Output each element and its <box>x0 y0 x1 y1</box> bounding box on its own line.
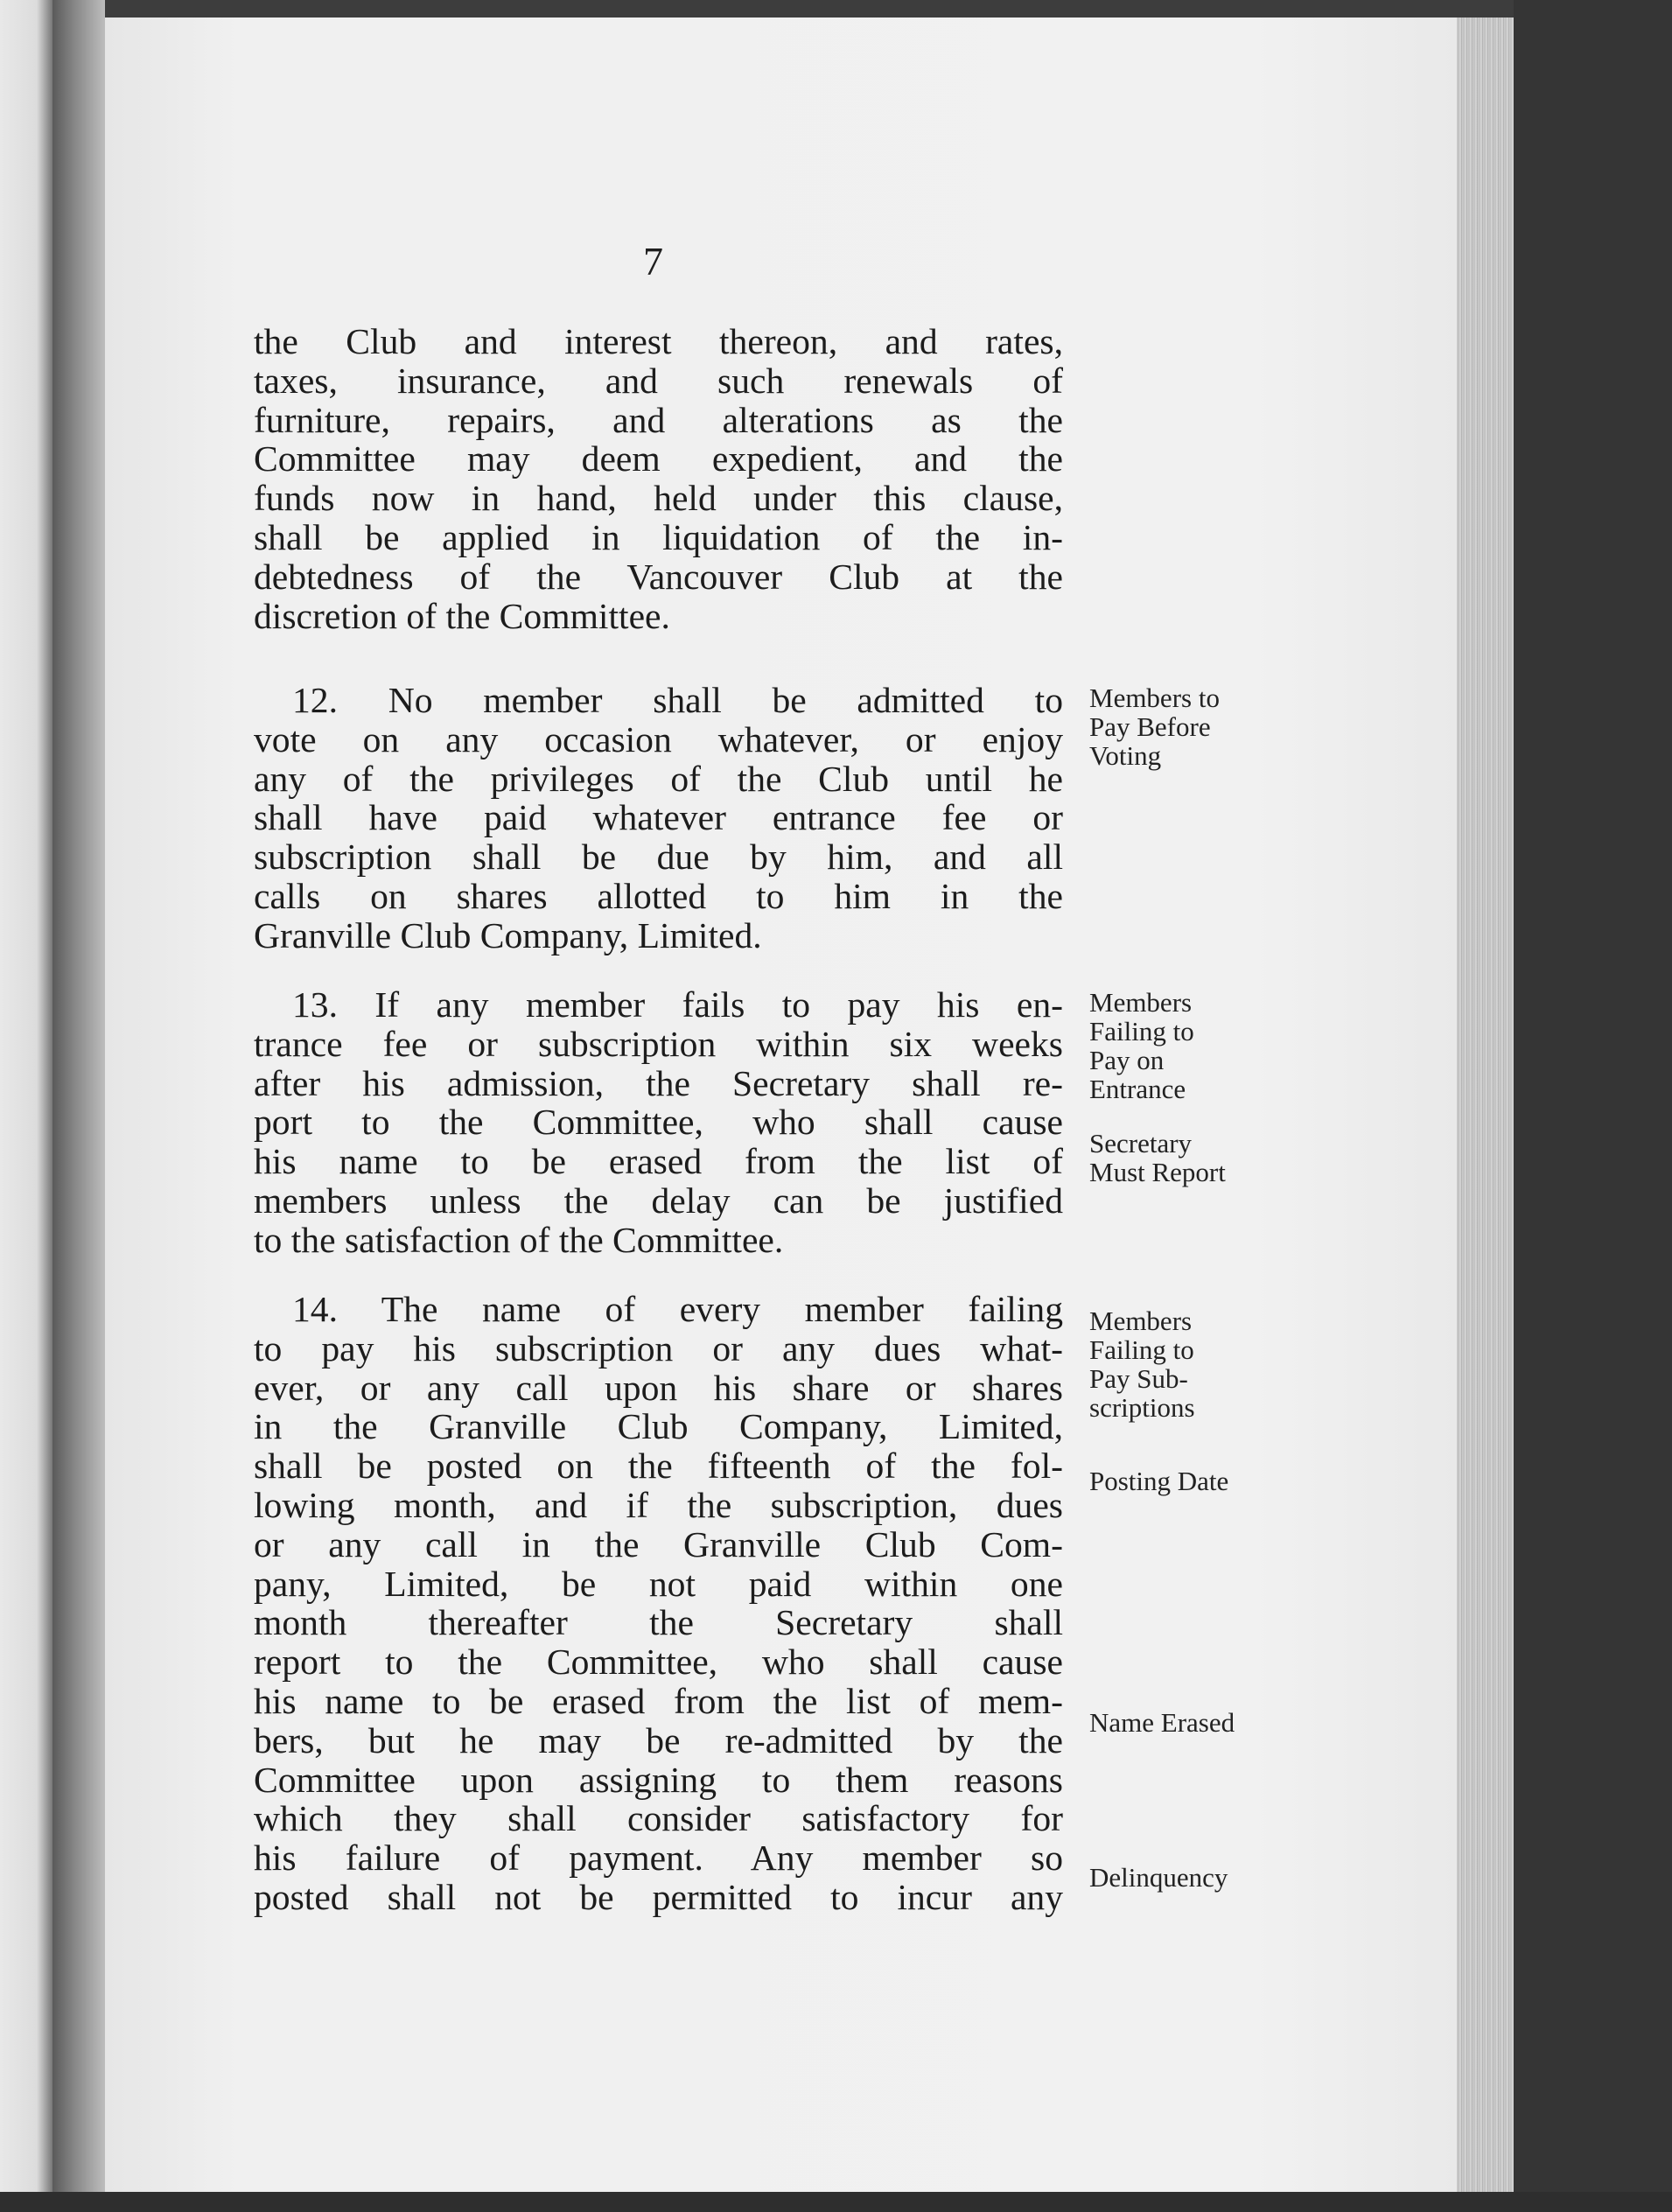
paragraph-13 <box>254 985 1063 1260</box>
text-line: discretion of the Committee. <box>254 595 670 636</box>
margin-note-line: Members <box>1089 1306 1193 1336</box>
text-line: pany, Limited, be not paid within one <box>254 1563 1063 1604</box>
text-line: funds now in hand, held under this clause, <box>254 478 1063 519</box>
text-line: his name to be erased from the list of <box>254 1141 1063 1182</box>
margin-note-name-erased <box>1089 1708 1235 1737</box>
text-line: bers, but he may be re-admitted by the <box>254 1719 1063 1760</box>
book-gutter <box>52 0 105 2212</box>
margin-note-line: Must Report <box>1089 1157 1226 1187</box>
margin-note-members-failing-pay-subscriptions <box>1089 1306 1195 1422</box>
scan-bottom-border <box>0 2192 1672 2212</box>
text-line: to the satisfaction of the Committee. <box>254 1219 784 1260</box>
text-line: shall have paid whatever entrance fee or <box>254 797 1063 838</box>
text-line: furniture, repairs, and alterations as the <box>254 399 1063 440</box>
margin-note-line: Failing to <box>1089 1016 1194 1046</box>
margin-note-line: Members <box>1089 987 1193 1018</box>
text-line: trance fee or subscription within six weeks <box>254 1023 1063 1064</box>
paragraph-14 <box>254 1290 1063 1917</box>
text-line: subscription shall be due by him, and all <box>254 836 1063 878</box>
margin-note-line: Pay Before <box>1089 711 1211 742</box>
paragraph-12 <box>254 681 1063 956</box>
text-line: 12. No member shall be admitted to <box>292 680 1063 720</box>
margin-note-delinquency <box>1089 1863 1228 1892</box>
margin-note-line: Pay Sub- <box>1089 1363 1188 1394</box>
margin-note-line: Posting Date <box>1089 1466 1229 1496</box>
text-line: vote on any occasion whatever, or enjoy <box>254 718 1063 760</box>
text-line: debtedness of the Vancouver Club at the <box>254 556 1063 597</box>
margin-note-line: Pay on <box>1089 1045 1165 1075</box>
text-line: posted shall not be permitted to incur any <box>254 1876 1063 1917</box>
text-line: Granville Club Company, Limited. <box>254 914 762 956</box>
margin-note-line: Delinquency <box>1089 1862 1228 1893</box>
text-line: month thereafter the Secretary shall <box>254 1602 1063 1643</box>
text-line: report to the Committee, who shall cause <box>254 1642 1063 1683</box>
page-stack-edges <box>1457 18 1514 2192</box>
text-line: after his admission, the Secretary shall re- <box>254 1062 1063 1103</box>
text-line: Committee upon assigning to them reasons <box>254 1759 1063 1800</box>
text-line: 14. The name of every member failing <box>292 1289 1063 1329</box>
margin-note-line: scriptions <box>1089 1392 1195 1423</box>
text-line: members unless the delay can be justified <box>254 1180 1063 1221</box>
scan-background <box>1514 0 1672 2212</box>
margin-note-line: Voting <box>1089 740 1162 771</box>
margin-note-posting-date <box>1089 1466 1228 1495</box>
paragraph-continuation <box>254 322 1063 635</box>
text-line: to pay his subscription or any dues what- <box>254 1327 1063 1368</box>
text-line: taxes, insurance, and such renewals of <box>254 360 1063 401</box>
text-line: lowing month, and if the subscription, dues <box>254 1484 1063 1525</box>
margin-note-secretary-must-report <box>1089 1129 1226 1186</box>
text-line: shall be posted on the fifteenth of the fol- <box>254 1446 1063 1487</box>
text-line: in the Granville Club Company, Limited, <box>254 1406 1063 1447</box>
text-line: his name to be erased from the list of mem- <box>254 1680 1063 1721</box>
margin-note-members-pay-before-voting <box>1089 683 1220 770</box>
text-line: 13. If any member fails to pay his en- <box>292 984 1063 1025</box>
facing-page-edge <box>0 0 52 2212</box>
text-line: shall be applied in liquidation of the in- <box>254 516 1063 557</box>
text-line: ever, or any call upon his share or shares <box>254 1367 1063 1408</box>
text-line: calls on shares allotted to him in the <box>254 875 1063 916</box>
margin-note-members-failing-pay-entrance <box>1089 988 1194 1103</box>
text-line: or any call in the Granville Club Com- <box>254 1523 1063 1564</box>
text-line: Committee may deem expedient, and the <box>254 438 1063 480</box>
page-number: 7 <box>643 239 663 284</box>
text-line: the Club and interest thereon, and rates, <box>254 321 1063 361</box>
margin-note-line: Entrance <box>1089 1074 1186 1104</box>
margin-note-line: Failing to <box>1089 1334 1194 1365</box>
text-line: which they shall consider satisfactory for <box>254 1798 1063 1839</box>
text-line: his failure of payment. Any member so <box>254 1838 1063 1879</box>
text-line: port to the Committee, who shall cause <box>254 1102 1063 1143</box>
margin-note-line: Secretary <box>1089 1128 1193 1158</box>
margin-note-line: Members to <box>1089 682 1220 713</box>
text-line: any of the privileges of the Club until he <box>254 758 1063 799</box>
margin-note-line: Name Erased <box>1089 1707 1235 1738</box>
